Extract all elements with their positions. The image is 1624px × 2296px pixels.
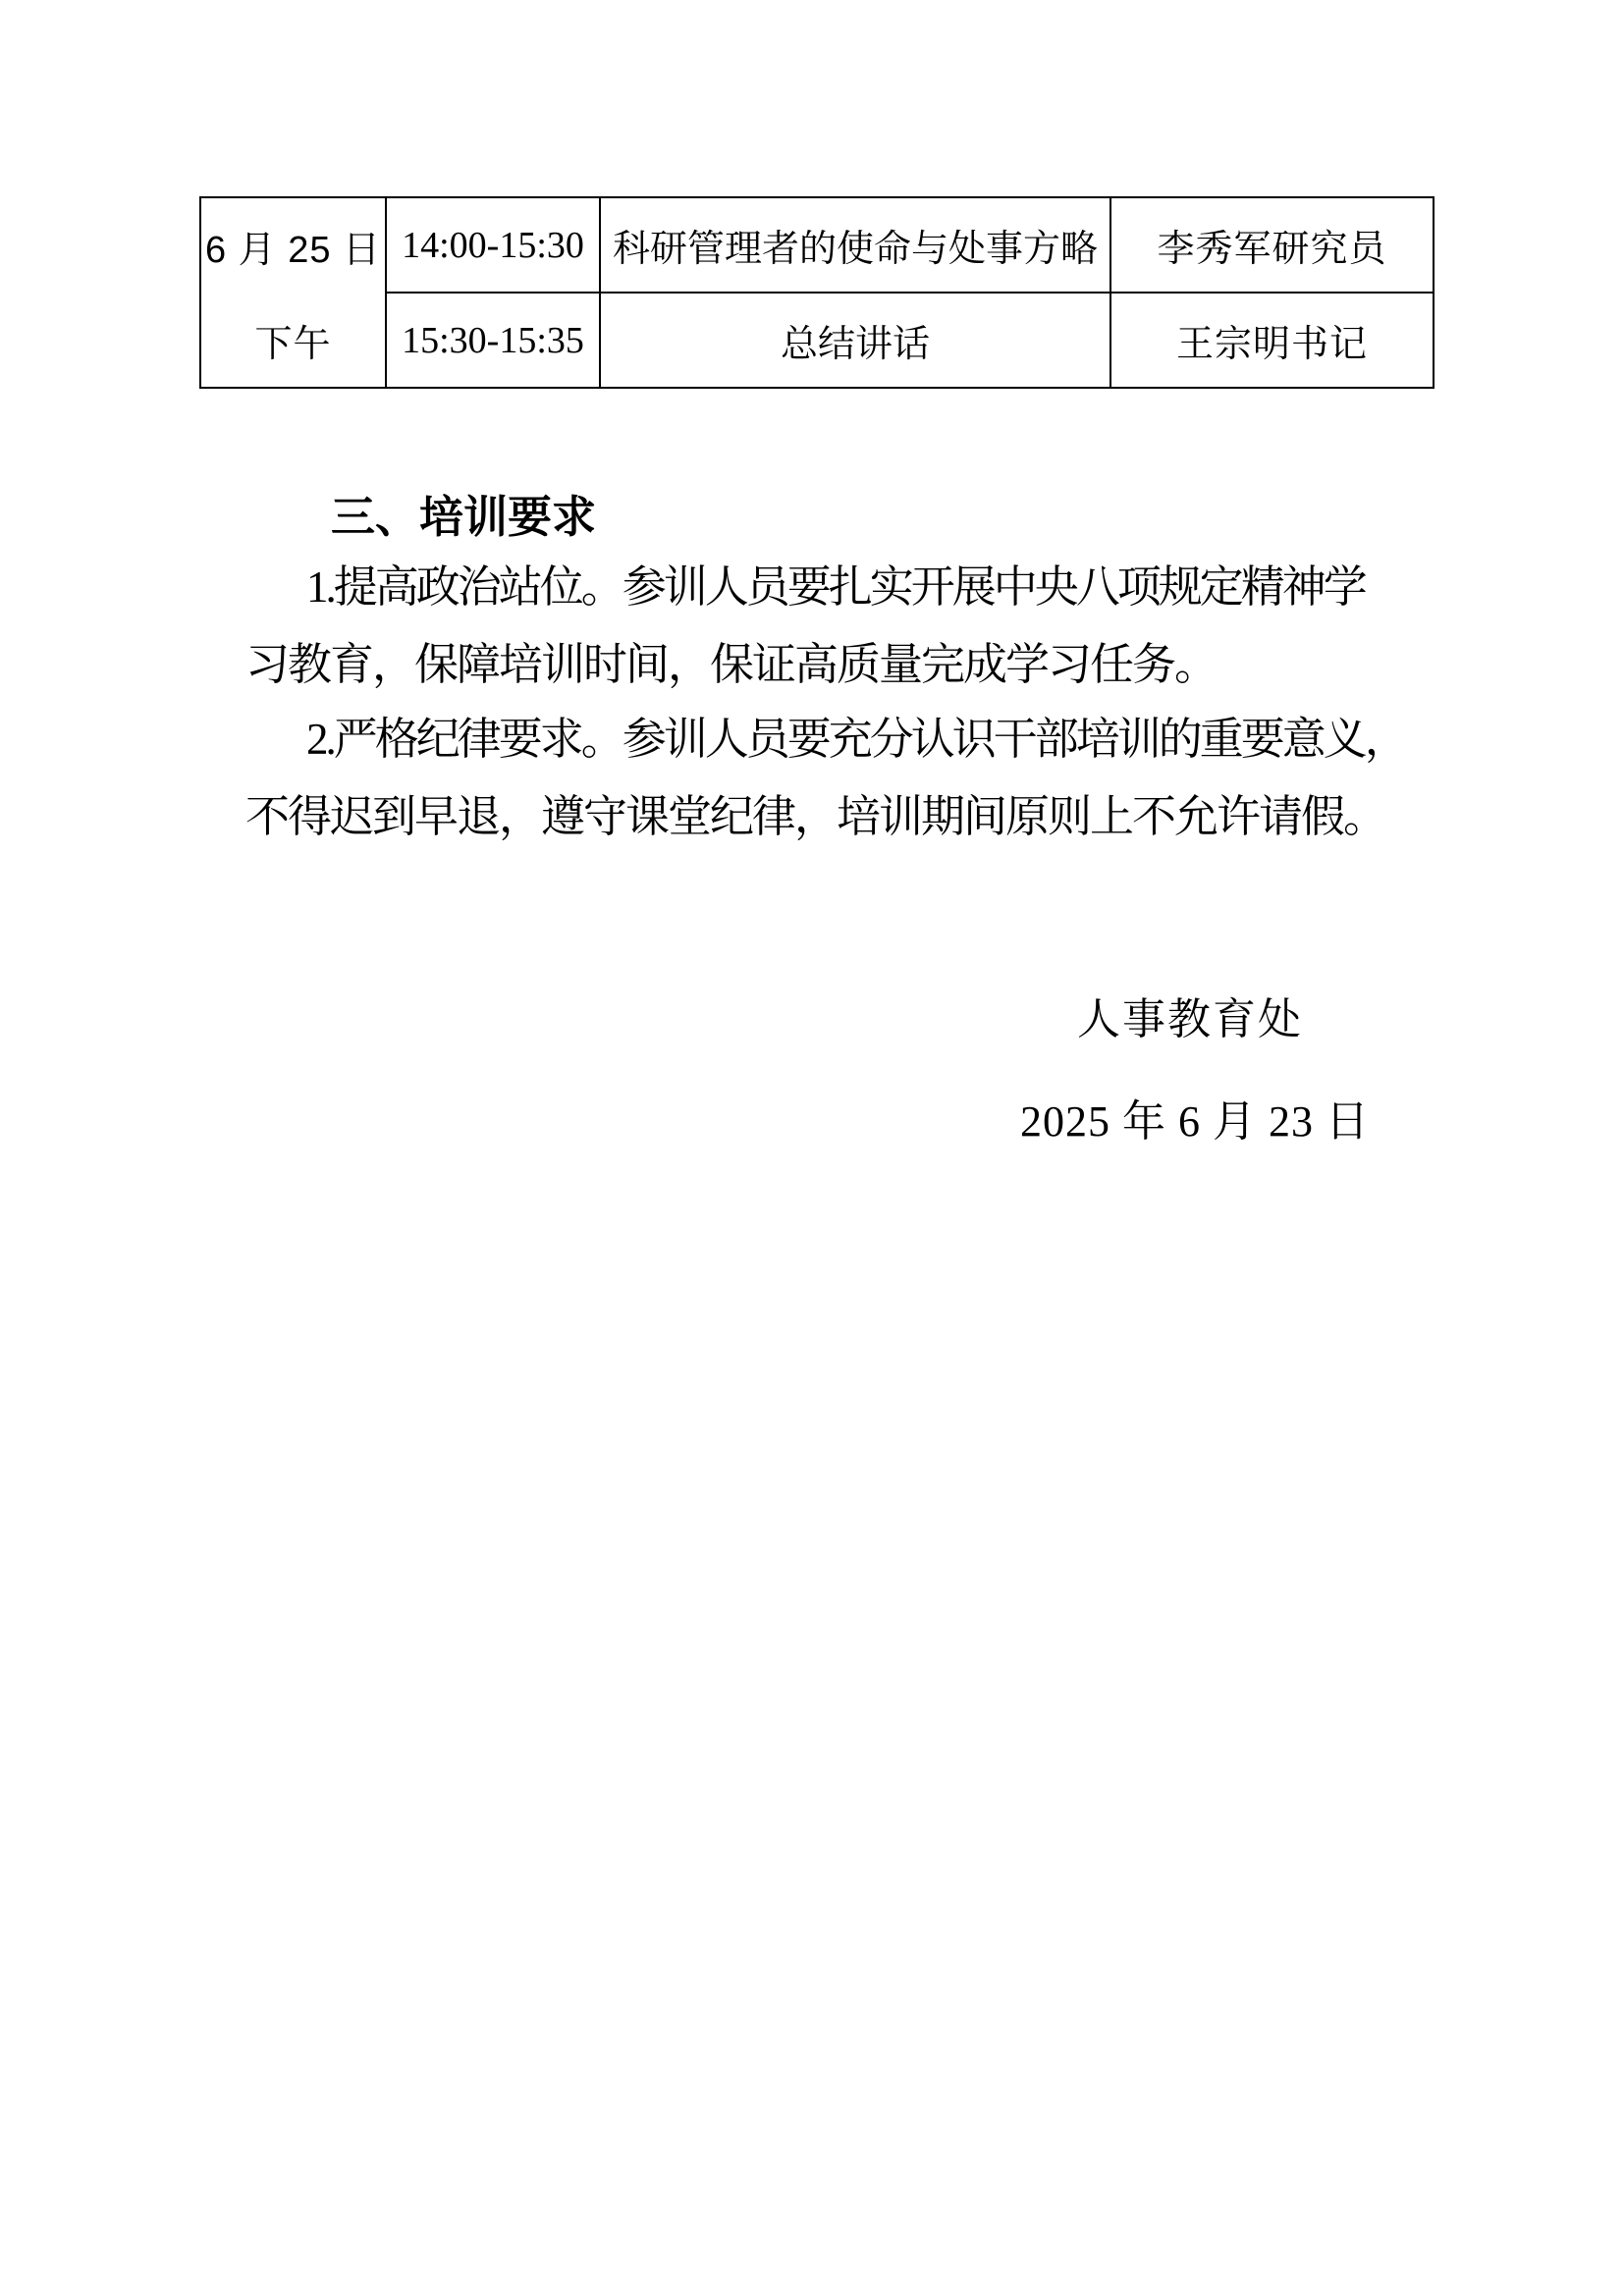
speaker-cell: 王宗明书记 <box>1110 293 1434 388</box>
time-cell: 15:30-15:35 <box>386 293 600 388</box>
signature-date: 2025 年 6 月 23 日 <box>1020 1097 1370 1146</box>
paragraph-2-line-2: 不得迟到早退，遵守课堂纪律，培训期间原则上不允许请假。 <box>245 792 1386 841</box>
paragraph-1-line-1: 1.提高政治站位。参训人员要扎实开展中央八项规定精神学 <box>306 562 1365 612</box>
section-heading: 三、培训要求 <box>331 492 597 542</box>
date-cell <box>200 197 386 388</box>
topic-cell: 总结讲话 <box>600 293 1110 388</box>
speaker-cell: 李秀军研究员 <box>1110 197 1434 293</box>
paragraph-2-line-1: 2.严格纪律要求。参训人员要充分认识干部培训的重要意义， <box>306 715 1406 764</box>
date-cell-date: 6 月 25 日 <box>204 229 382 271</box>
date-cell-period: 下午 <box>254 323 332 365</box>
topic-cell: 科研管理者的使命与处事方略 <box>600 197 1110 293</box>
schedule-row <box>200 197 1434 293</box>
paragraph-1-line-2: 习教育，保障培训时间，保证高质量完成学习任务。 <box>245 640 1218 689</box>
time-cell: 14:00-15:30 <box>386 197 600 293</box>
signature-department: 人事教育处 <box>1077 995 1303 1043</box>
schedule-row <box>200 293 1434 388</box>
schedule-table <box>199 196 1435 389</box>
